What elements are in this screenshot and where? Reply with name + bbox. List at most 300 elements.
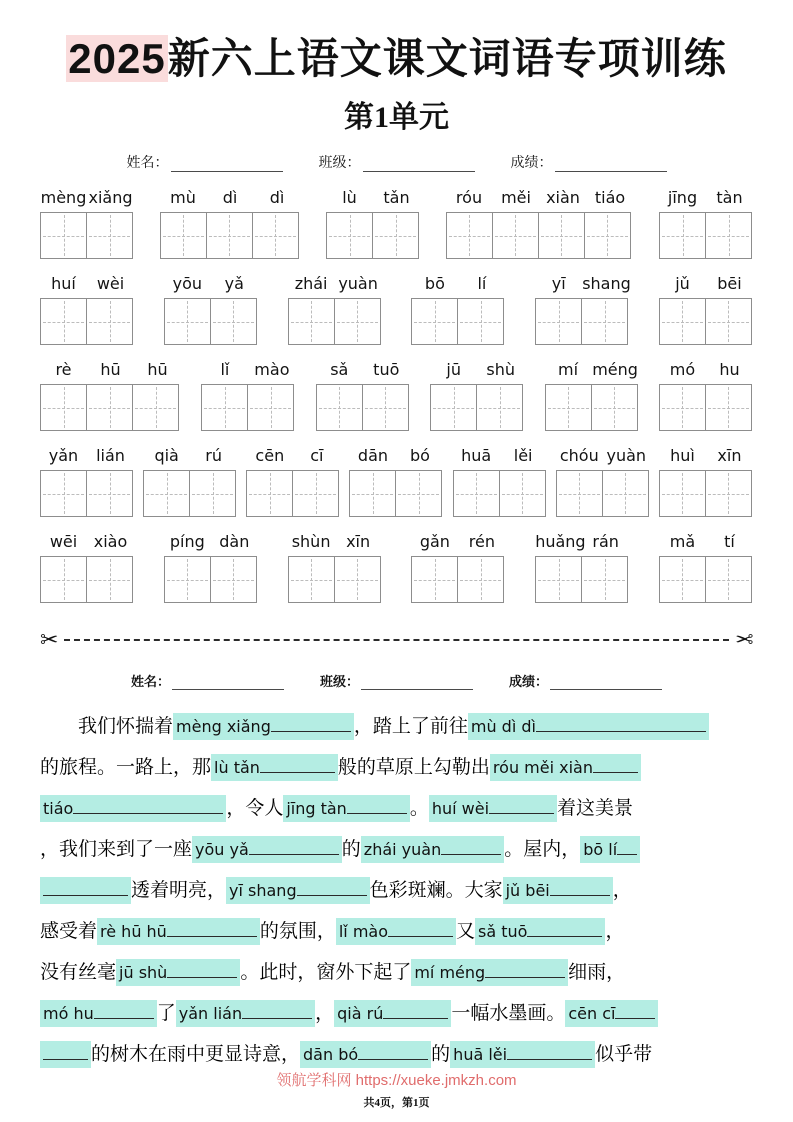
writing-grid-cell bbox=[210, 298, 257, 345]
scissors-icon: ✂ bbox=[40, 627, 59, 652]
writing-grid-cell bbox=[143, 470, 190, 517]
passage-text: 的旅程。一路上，那 bbox=[40, 757, 212, 778]
pinyin-syllable: yuàn bbox=[606, 446, 647, 465]
pinyin-syllable: yuàn bbox=[338, 274, 378, 293]
writing-grid-cell bbox=[545, 384, 592, 431]
cut-dashed-line bbox=[64, 639, 728, 641]
blank-underline bbox=[249, 840, 339, 855]
pinyin-syllable: mǎ bbox=[669, 532, 696, 551]
fill-blank bbox=[450, 1041, 595, 1068]
student-info-row-top bbox=[40, 152, 753, 172]
writing-grid-cell bbox=[581, 556, 628, 603]
pinyin-syllable: wèi bbox=[96, 274, 125, 293]
passage-text: 色彩斑斓。大家 bbox=[369, 880, 503, 901]
blank-underline bbox=[43, 1045, 88, 1060]
name-input-line bbox=[171, 156, 283, 172]
fill-blank bbox=[40, 877, 131, 904]
pinyin-syllable: huǎng bbox=[535, 532, 586, 551]
pinyin-grid-section bbox=[40, 186, 753, 603]
pinyin-syllable: huā bbox=[461, 446, 492, 465]
scissors-icon: ✂ bbox=[734, 627, 753, 652]
fill-blank bbox=[40, 795, 226, 822]
blank-pinyin: lǐ mào bbox=[338, 922, 388, 941]
pinyin-syllable: lěi bbox=[513, 446, 533, 465]
score-field bbox=[509, 671, 662, 690]
score-label: 成绩： bbox=[510, 156, 553, 171]
fill-blank bbox=[211, 754, 338, 781]
pinyin-word-group bbox=[659, 272, 753, 345]
writing-grid-cell bbox=[206, 212, 253, 259]
pinyin-syllable: wēi bbox=[49, 532, 78, 551]
class-field bbox=[320, 671, 473, 690]
writing-grid-cell bbox=[189, 470, 236, 517]
blank-underline bbox=[94, 1004, 154, 1019]
footer-site-link[interactable]: 领航学科网 https://xueke.jmkzh.com bbox=[276, 1072, 517, 1089]
passage-text: 。此时，窗外下起了 bbox=[240, 962, 412, 983]
passage-text: ，我们来到了一座 bbox=[40, 839, 193, 860]
pinyin-syllable: jū bbox=[446, 360, 461, 379]
pinyin-word-group bbox=[316, 358, 410, 431]
name-label: 姓名： bbox=[130, 674, 170, 689]
passage-text: ，令人 bbox=[226, 798, 284, 819]
fill-blank bbox=[300, 1041, 431, 1068]
writing-grid-cell bbox=[326, 212, 373, 259]
pinyin-syllable: lù bbox=[342, 188, 357, 207]
pinyin-word-group bbox=[411, 272, 505, 345]
pinyin-syllable: shang bbox=[582, 274, 631, 293]
pinyin-syllable: xīn bbox=[717, 446, 742, 465]
pinyin-word-group bbox=[246, 444, 340, 517]
blank-underline bbox=[297, 881, 367, 896]
pinyin-word-group bbox=[164, 530, 258, 603]
fill-blank bbox=[40, 1000, 157, 1027]
pinyin-syllable: dān bbox=[357, 446, 389, 465]
fill-blank bbox=[503, 877, 613, 904]
pinyin-syllable: dì bbox=[269, 188, 285, 207]
writing-grid-cell bbox=[581, 298, 628, 345]
pinyin-word-group bbox=[446, 186, 634, 259]
passage-text: 着这美景 bbox=[557, 798, 634, 819]
blank-pinyin: róu měi xiàn bbox=[492, 758, 593, 777]
pinyin-word-group bbox=[288, 272, 382, 345]
writing-grid-cell bbox=[252, 212, 299, 259]
passage-text: 感受着 bbox=[40, 921, 98, 942]
pinyin-word-group bbox=[349, 444, 443, 517]
pinyin-word-group bbox=[40, 444, 134, 517]
writing-grid-cell bbox=[705, 556, 752, 603]
pinyin-syllable: jīng bbox=[667, 188, 698, 207]
passage-text: 的树木在雨中更显诗意， bbox=[91, 1044, 301, 1065]
blank-underline bbox=[167, 922, 257, 937]
writing-grid-cell bbox=[86, 298, 133, 345]
pinyin-syllable: xiào bbox=[93, 532, 128, 551]
name-label: 姓名： bbox=[126, 156, 169, 171]
writing-grid-cell bbox=[535, 556, 582, 603]
fill-blank bbox=[565, 1000, 658, 1027]
blank-pinyin: jǔ bēi bbox=[505, 881, 550, 900]
blank-underline bbox=[615, 1004, 655, 1019]
pinyin-word-group bbox=[201, 358, 295, 431]
writing-grid-cell bbox=[334, 298, 381, 345]
blank-underline bbox=[347, 799, 407, 814]
passage-text: ， bbox=[605, 921, 625, 942]
writing-grid-cell bbox=[40, 470, 87, 517]
writing-grid-cell bbox=[538, 212, 585, 259]
class-label: 班级： bbox=[318, 156, 361, 171]
fill-blank bbox=[116, 959, 240, 986]
fill-blank bbox=[475, 918, 605, 945]
fill-blank bbox=[173, 713, 354, 740]
writing-grid-cell bbox=[201, 384, 248, 431]
blank-underline bbox=[388, 922, 453, 937]
pinyin-syllable: hū bbox=[147, 360, 168, 379]
writing-grid-cell bbox=[40, 298, 87, 345]
writing-grid-cell bbox=[395, 470, 442, 517]
passage-line bbox=[40, 993, 753, 1034]
pinyin-syllable: yōu bbox=[172, 274, 202, 293]
passage-line bbox=[40, 829, 753, 870]
pinyin-syllable: mí bbox=[558, 360, 579, 379]
writing-grid-cell bbox=[492, 212, 539, 259]
pinyin-grid-row bbox=[40, 186, 753, 259]
blank-underline bbox=[527, 922, 602, 937]
writing-grid-cell bbox=[705, 212, 752, 259]
blank-pinyin: sǎ tuō bbox=[478, 922, 528, 941]
fill-blank bbox=[580, 836, 640, 863]
blank-underline bbox=[242, 1004, 312, 1019]
pinyin-syllable: bēi bbox=[717, 274, 742, 293]
pinyin-syllable: rén bbox=[468, 532, 495, 551]
pinyin-syllable: tǎn bbox=[383, 188, 410, 207]
pinyin-syllable: gǎn bbox=[419, 532, 450, 551]
pinyin-syllable: xiàn bbox=[546, 188, 580, 207]
fill-blank bbox=[429, 795, 557, 822]
blank-pinyin: cēn cī bbox=[568, 1004, 616, 1023]
pinyin-word-group bbox=[556, 444, 650, 517]
pinyin-word-group bbox=[659, 186, 753, 259]
writing-grid-cell bbox=[446, 212, 493, 259]
writing-grid-cell bbox=[247, 384, 294, 431]
pinyin-word-group bbox=[411, 530, 505, 603]
footer-page-info: 共4页，第1页 bbox=[363, 1097, 430, 1109]
writing-grid-cell bbox=[362, 384, 409, 431]
pinyin-syllable: méng bbox=[592, 360, 638, 379]
writing-grid-cell bbox=[288, 556, 335, 603]
pinyin-word-group bbox=[430, 358, 524, 431]
blank-underline bbox=[441, 840, 501, 855]
pinyin-grid-row bbox=[40, 530, 753, 603]
writing-grid-cell bbox=[591, 384, 638, 431]
class-label: 班级： bbox=[319, 674, 359, 689]
name-input-line bbox=[172, 674, 284, 690]
pinyin-syllable: shù bbox=[486, 360, 515, 379]
class-input-line bbox=[361, 674, 473, 690]
pinyin-syllable: měi bbox=[501, 188, 531, 207]
blank-underline bbox=[260, 758, 335, 773]
fill-blank bbox=[192, 836, 342, 863]
passage-text: 细雨， bbox=[568, 962, 626, 983]
pinyin-syllable: chóu bbox=[559, 446, 599, 465]
passage-text: 的 bbox=[341, 839, 361, 860]
passage-text: ， bbox=[612, 880, 632, 901]
blank-underline bbox=[536, 717, 706, 732]
blank-underline bbox=[73, 799, 223, 814]
pinyin-syllable: cī bbox=[310, 446, 324, 465]
pinyin-word-group bbox=[143, 444, 237, 517]
writing-grid-cell bbox=[288, 298, 335, 345]
pinyin-syllable: mù bbox=[170, 188, 196, 207]
pinyin-word-group bbox=[535, 530, 629, 603]
pinyin-syllable: rè bbox=[55, 360, 72, 379]
fill-blank bbox=[226, 877, 370, 904]
passage-line bbox=[40, 911, 753, 952]
pinyin-word-group bbox=[659, 444, 753, 517]
blank-pinyin: yǎn lián bbox=[178, 1004, 243, 1023]
passage-text: ，踏上了前往 bbox=[353, 716, 468, 737]
passage-line bbox=[40, 952, 753, 993]
writing-grid-cell bbox=[457, 298, 504, 345]
class-input-line bbox=[363, 156, 475, 172]
pinyin-syllable: yǎn bbox=[48, 446, 79, 465]
pinyin-grid-row bbox=[40, 272, 753, 345]
pinyin-grid-row bbox=[40, 444, 753, 517]
blank-pinyin: huí wèi bbox=[431, 799, 490, 818]
blank-pinyin: yī shang bbox=[229, 881, 297, 900]
writing-grid-cell bbox=[430, 384, 477, 431]
fill-blank bbox=[334, 1000, 451, 1027]
fill-blank bbox=[490, 754, 641, 781]
fill-blank bbox=[176, 1000, 315, 1027]
passage-line bbox=[40, 747, 753, 788]
pinyin-syllable: huì bbox=[670, 446, 695, 465]
passage-text: 般的草原上勾勒出 bbox=[337, 757, 490, 778]
pinyin-syllable: róu bbox=[455, 188, 483, 207]
passage-line bbox=[40, 706, 753, 747]
pinyin-syllable: dàn bbox=[219, 532, 250, 551]
writing-grid-cell bbox=[86, 384, 133, 431]
blank-pinyin: mù dì dì bbox=[470, 717, 536, 736]
pinyin-syllable: cēn bbox=[255, 446, 285, 465]
pinyin-syllable: tiáo bbox=[594, 188, 626, 207]
passage-text: 的氛围， bbox=[259, 921, 336, 942]
pinyin-word-group bbox=[40, 530, 134, 603]
writing-grid-cell bbox=[40, 556, 87, 603]
fill-blank bbox=[40, 1041, 91, 1068]
score-input-line bbox=[550, 674, 662, 690]
passage-line bbox=[40, 870, 753, 911]
pinyin-syllable: hū bbox=[100, 360, 121, 379]
blank-underline bbox=[358, 1045, 428, 1060]
writing-grid-cell bbox=[705, 298, 752, 345]
writing-grid-cell bbox=[602, 470, 649, 517]
student-info-row-bottom bbox=[40, 671, 753, 690]
blank-pinyin: yōu yǎ bbox=[195, 840, 249, 859]
fill-blank bbox=[361, 836, 504, 863]
unit-subtitle: 第1单元 bbox=[344, 101, 449, 134]
blank-pinyin: qià rú bbox=[337, 1004, 384, 1023]
writing-grid-cell bbox=[40, 212, 87, 259]
pinyin-word-group bbox=[288, 530, 382, 603]
blank-pinyin: rè hū hū bbox=[100, 922, 167, 941]
pinyin-word-group bbox=[545, 358, 639, 431]
name-field bbox=[127, 152, 283, 172]
writing-grid-cell bbox=[86, 556, 133, 603]
writing-grid-cell bbox=[584, 212, 631, 259]
score-input-line bbox=[555, 156, 667, 172]
pinyin-word-group bbox=[453, 444, 547, 517]
passage bbox=[40, 706, 753, 1075]
pinyin-word-group bbox=[659, 358, 753, 431]
cut-line bbox=[40, 629, 753, 651]
pinyin-syllable: mèng bbox=[40, 188, 87, 207]
writing-grid-cell bbox=[292, 470, 339, 517]
blank-underline bbox=[167, 963, 237, 978]
fill-blank bbox=[97, 918, 260, 945]
pinyin-syllable: jǔ bbox=[675, 274, 690, 293]
passage-text: 了 bbox=[156, 1003, 176, 1024]
passage-text: 没有丝毫 bbox=[40, 962, 117, 983]
fill-blank bbox=[468, 713, 709, 740]
pinyin-syllable: lí bbox=[477, 274, 487, 293]
blank-pinyin: lù tǎn bbox=[214, 758, 260, 777]
pinyin-word-group bbox=[40, 272, 134, 345]
footer bbox=[0, 1069, 793, 1110]
blank-pinyin: bō lí bbox=[583, 840, 618, 859]
fill-blank bbox=[283, 795, 410, 822]
writing-grid-cell bbox=[411, 298, 458, 345]
blank-pinyin: jīng tàn bbox=[286, 799, 347, 818]
writing-grid-cell bbox=[160, 212, 207, 259]
writing-grid-cell bbox=[535, 298, 582, 345]
pinyin-syllable: bō bbox=[424, 274, 445, 293]
blank-underline bbox=[507, 1045, 592, 1060]
writing-grid-cell bbox=[659, 298, 706, 345]
pinyin-grid-row bbox=[40, 358, 753, 431]
passage-text: 一幅水墨画。 bbox=[451, 1003, 566, 1024]
blank-pinyin: mó hu bbox=[43, 1004, 94, 1023]
blank-underline bbox=[550, 881, 610, 896]
writing-grid-cell bbox=[349, 470, 396, 517]
passage-text: ， bbox=[315, 1003, 335, 1024]
title-text: 新六上语文课文词语专项训练 bbox=[167, 35, 727, 82]
pinyin-syllable: píng bbox=[169, 532, 205, 551]
writing-grid-cell bbox=[476, 384, 523, 431]
pinyin-syllable: xīn bbox=[346, 532, 371, 551]
blank-underline bbox=[617, 840, 637, 855]
passage-text: 的 bbox=[431, 1044, 451, 1065]
writing-grid-cell bbox=[164, 556, 211, 603]
pinyin-syllable: zhái bbox=[294, 274, 328, 293]
pinyin-syllable: rú bbox=[205, 446, 223, 465]
pinyin-syllable: dì bbox=[222, 188, 238, 207]
blank-underline bbox=[485, 963, 565, 978]
pinyin-syllable: xiǎng bbox=[88, 188, 133, 207]
writing-grid-cell bbox=[86, 470, 133, 517]
pinyin-word-group bbox=[659, 530, 753, 603]
pinyin-syllable: lián bbox=[96, 446, 125, 465]
blank-pinyin: jū shù bbox=[119, 963, 168, 982]
pinyin-syllable: sǎ bbox=[330, 360, 349, 379]
passage-text: 似乎带 bbox=[595, 1044, 653, 1065]
pinyin-syllable: rán bbox=[592, 532, 619, 551]
writing-grid-cell bbox=[210, 556, 257, 603]
writing-grid-cell bbox=[457, 556, 504, 603]
blank-pinyin: dān bó bbox=[303, 1045, 359, 1064]
writing-grid-cell bbox=[411, 556, 458, 603]
pinyin-syllable: hu bbox=[719, 360, 740, 379]
writing-grid-cell bbox=[659, 212, 706, 259]
pinyin-syllable: mó bbox=[669, 360, 696, 379]
class-field bbox=[319, 152, 475, 172]
pinyin-word-group bbox=[535, 272, 629, 345]
pinyin-syllable: lǐ bbox=[220, 360, 230, 379]
fill-blank bbox=[336, 918, 456, 945]
pinyin-word-group bbox=[326, 186, 420, 259]
pinyin-word-group bbox=[40, 358, 181, 431]
writing-grid-cell bbox=[659, 470, 706, 517]
pinyin-syllable: tàn bbox=[716, 188, 743, 207]
passage-text: 我们怀揣着 bbox=[78, 716, 174, 737]
fill-blank bbox=[411, 959, 568, 986]
blank-underline bbox=[593, 758, 638, 773]
pinyin-word-group bbox=[160, 186, 301, 259]
writing-grid-cell bbox=[705, 384, 752, 431]
name-field bbox=[131, 671, 284, 690]
blank-underline bbox=[383, 1004, 448, 1019]
writing-grid-cell bbox=[453, 470, 500, 517]
page-title bbox=[40, 26, 753, 86]
pinyin-syllable: huí bbox=[51, 274, 76, 293]
writing-grid-cell bbox=[705, 470, 752, 517]
passage-text: 透着明亮， bbox=[131, 880, 227, 901]
blank-underline bbox=[489, 799, 554, 814]
blank-underline bbox=[43, 881, 128, 896]
passage-line bbox=[40, 788, 753, 829]
writing-grid-cell bbox=[334, 556, 381, 603]
blank-pinyin: huā lěi bbox=[453, 1045, 508, 1064]
writing-grid-cell bbox=[246, 470, 293, 517]
pinyin-syllable: tí bbox=[724, 532, 735, 551]
blank-pinyin: zhái yuàn bbox=[363, 840, 442, 859]
writing-grid-cell bbox=[316, 384, 363, 431]
writing-grid-cell bbox=[164, 298, 211, 345]
writing-grid-cell bbox=[556, 470, 603, 517]
pinyin-word-group bbox=[164, 272, 258, 345]
score-field bbox=[511, 152, 667, 172]
pinyin-syllable: shùn bbox=[291, 532, 331, 551]
writing-grid-cell bbox=[659, 556, 706, 603]
score-label: 成绩： bbox=[509, 674, 549, 689]
title-year-highlight: 2025 bbox=[68, 35, 166, 82]
writing-grid-cell bbox=[659, 384, 706, 431]
blank-pinyin: tiáo bbox=[43, 799, 74, 818]
pinyin-syllable: tuō bbox=[373, 360, 400, 379]
pinyin-syllable: yī bbox=[551, 274, 566, 293]
passage-text: 又 bbox=[456, 921, 476, 942]
writing-grid-cell bbox=[86, 212, 133, 259]
blank-underline bbox=[271, 717, 351, 732]
passage-text: 。 bbox=[409, 798, 429, 819]
blank-pinyin: mí méng bbox=[414, 963, 486, 982]
passage-text: 。屋内， bbox=[504, 839, 581, 860]
pinyin-syllable: yǎ bbox=[224, 274, 244, 293]
writing-grid-cell bbox=[499, 470, 546, 517]
pinyin-syllable: bó bbox=[409, 446, 430, 465]
pinyin-word-group bbox=[40, 186, 134, 259]
writing-grid-cell bbox=[132, 384, 179, 431]
pinyin-syllable: qià bbox=[154, 446, 179, 465]
blank-pinyin: mèng xiǎng bbox=[176, 717, 271, 736]
